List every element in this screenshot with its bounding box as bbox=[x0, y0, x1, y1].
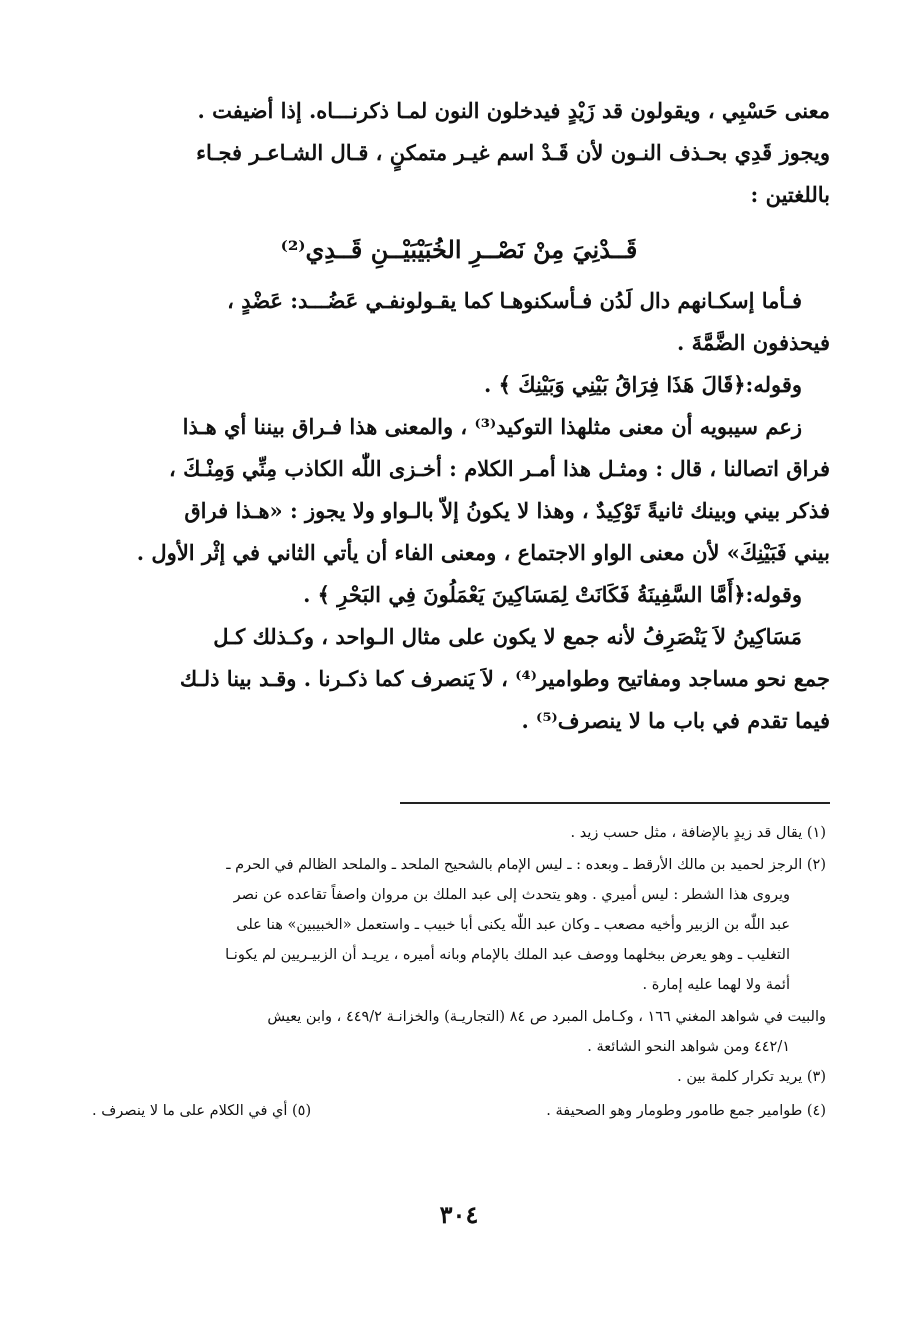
footnote-5: (٥) أي في الكلام على ما لا ينصرف . bbox=[92, 1103, 312, 1119]
footnotes bbox=[92, 818, 826, 1126]
quran-quote: وقوله:﴿أَمَّا السَّفِينَةُ فَكَانَتْ لِمَسَاكِينَ يَعْمَلُونَ فِي البَحْرِ ﴾ . bbox=[303, 582, 802, 607]
footnote-2-line: عبد اللّٰه بن الزبير وأخيه مصعب ـ وكان عبد اللّٰه يكنى أبا خبيب ـ واستعمل «الخبيبين» هنا على bbox=[236, 917, 790, 933]
footnote-2-line: التغليب ـ وهو يعرض ببخلهما ووصف عبد الملك بالإمام وبانه أميره ، يريـد أن الزبيـريين لم يكونـا bbox=[225, 947, 790, 963]
quran-quote: وقوله:﴿قَالَ هَذَا فِرَاقُ بَيْنِي وَبَيْنِكَ ﴾ . bbox=[484, 372, 802, 397]
text-line: جمع نحو مساجد ومفاتيح وطوامير⁽⁴⁾ ، لاَ يَنصرف كما ذكـرنا . وقـد بينا ذلـك bbox=[179, 666, 830, 691]
text-line: معنى حَسْبِي ، ويقولون قد زَيْدٍ فيدخلون النون لمـا ذكرنـــاه. إذا أضيفت . bbox=[197, 98, 830, 123]
main-text bbox=[88, 90, 830, 742]
footnote-2-line: أئمة ولا لهما عليه إمارة . bbox=[642, 977, 790, 993]
text-line: فذكر بيني وبينك ثانيةً تَوْكِيدٌ ، وهذا لا يكونُ إلاّ بالـواو ولا يجوز : «هـذا فراق bbox=[184, 498, 830, 523]
text-line: فيحذفون الضَّمَّةَ . bbox=[676, 330, 830, 355]
poetry-verse: قَــدْنِيَ مِنْ نَصْــرِ الخُبَيْبَيْــنِ قَــدِي⁽²⁾ bbox=[280, 235, 638, 264]
text-line: زعم سيبويه أن معنى مثلهذا التوكيد⁽³⁾ ، والمعنى هذا فـراق بيننا أي هـذا bbox=[182, 414, 802, 439]
footnote-4: (٤) طوامير جمع طامور وطومار وهو الصحيفة . bbox=[546, 1103, 826, 1119]
footnote-row bbox=[92, 1096, 826, 1126]
footnote-1: (١) يقال قد زيدٍ بالإضافة ، مثل حسب زيد . bbox=[570, 825, 826, 841]
text-line: فيما تقدم في باب ما لا ينصرف⁽⁵⁾ . bbox=[521, 708, 830, 733]
text-line: مَسَاكِينُ لاَ يَنْصَرِفُ لأنه جمع لا يكون على مثال الـواحد ، وكـذلك كـل bbox=[213, 624, 802, 649]
footnote-2-source-line: ٤٤٢/١ ومن شواهد النحو الشائعة . bbox=[587, 1039, 790, 1055]
text-line: بيني فَبَيْنِكَ» لأن معنى الواو الاجتماع ، ومعنى الفاء أن يأتي الثاني في إثْر الأول . bbox=[136, 540, 830, 565]
footnote-divider bbox=[400, 802, 830, 804]
footnote-2-source: والبيت في شواهد المغني ١٦٦ ، وكـامل المبرد ص ٨٤ (التجاريـة) والخزانـة ٤٤٩/٢ ، وابن يعيش bbox=[267, 1009, 826, 1025]
footnote-2-line: ويروى هذا الشطر : ليس أميري . وهو يتحدث إلى عبد الملك بن مروان واصفاً تقاعده عن نصر bbox=[233, 887, 790, 903]
footnote-2: (٢) الرجز لحميد بن مالك الأرقط ـ وبعده : ـ ليس الإمام بالشحيح الملحد ـ والملحد الظالم في الحرم ـ bbox=[226, 857, 826, 873]
text-line: ويجوز قَدِي بحـذف النـون لأن قَـدْ اسم غيـر متمكنٍ ، قـال الشـاعـر فجـاء bbox=[196, 140, 830, 165]
text-line: باللغتين : bbox=[750, 182, 830, 207]
text-line: فراق اتصالنا ، قال : ومثـل هذا أمـر الكلام : أخـزى اللّٰه الكاذب مِنِّي وَمِنْـكَ ، bbox=[169, 456, 830, 481]
footnote-3: (٣) يريد تكرار كلمة بين . bbox=[677, 1069, 826, 1085]
text-line: فـأما إسكـانهم دال لَدُن فـأسكنوهـا كما يقـولونفـي عَضُـــد: عَضْدٍ ، bbox=[227, 288, 802, 313]
page-number: ٣٠٤ bbox=[439, 1200, 479, 1229]
